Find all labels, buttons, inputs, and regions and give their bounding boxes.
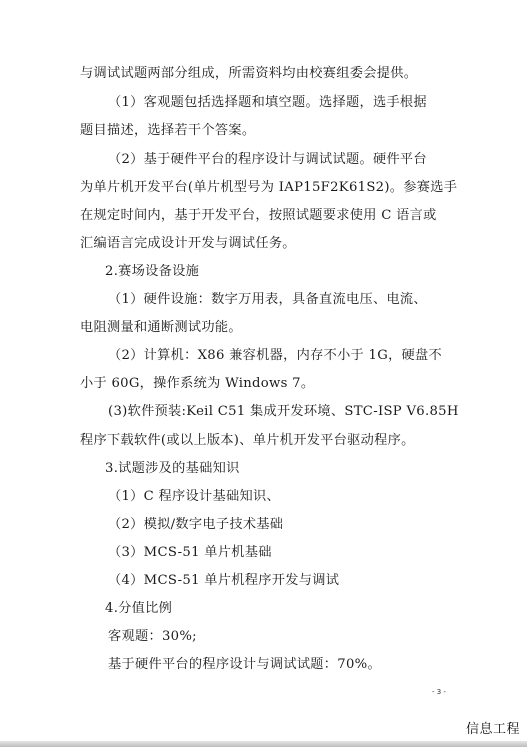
text-line: 小于 60G，操作系统为 Windows 7。	[80, 376, 315, 391]
list-item: （1）C 程序设计基础知识、	[108, 489, 280, 504]
text-line: （1）客观题包括选择题和填空题。选择题，选手根据	[108, 95, 427, 110]
text-line: 为单片机开发平台(单片机型号为 IAP15F2K61S2)。参赛选手	[80, 180, 458, 195]
text-line: （1）硬件设施：数字万用表，具备直流电压、电流、	[108, 292, 427, 307]
text-line: 题目描述，选择若干个答案。	[80, 123, 256, 138]
footer-label: 信息工程	[466, 722, 521, 737]
text-line: （2）计算机：X86 兼容机器，内存不小于 1G，硬盘不	[108, 348, 443, 363]
list-item: （2）模拟/数字电子技术基础	[108, 517, 284, 532]
text-line: （2）基于硬件平台的程序设计与调试试题。硬件平台	[108, 152, 427, 167]
list-item: （3）MCS-51 单片机基础	[108, 545, 272, 560]
text-line: 电阻测量和通断测试功能。	[80, 320, 242, 335]
section-heading: 4.分值比例	[105, 601, 173, 616]
text-line: 与调试试题两部分组成，所需资料均由校赛组委会提供。	[80, 66, 418, 81]
text-line: 在规定时间内，基于开发平台，按照试题要求使用 C 语言或	[80, 208, 437, 223]
section-heading: 2.赛场设备设施	[105, 264, 200, 279]
text-line: 基于硬件平台的程序设计与调试试题：70%。	[108, 657, 381, 672]
text-line: 客观题：30%;	[108, 629, 197, 644]
list-item: （4）MCS-51 单片机程序开发与调试	[108, 573, 340, 588]
section-heading: 3.试题涉及的基础知识	[105, 461, 240, 476]
page-number: - 3 -	[432, 688, 446, 696]
text-line: 程序下载软件(或以上版本)、单片机开发平台驱动程序。	[80, 433, 415, 448]
footer-bar	[0, 741, 527, 747]
text-line: 汇编语言完成设计开发与调试任务。	[80, 236, 296, 251]
text-line: (3)软件预装:Keil C51 集成开发环境、STC-ISP V6.85H	[108, 404, 459, 419]
